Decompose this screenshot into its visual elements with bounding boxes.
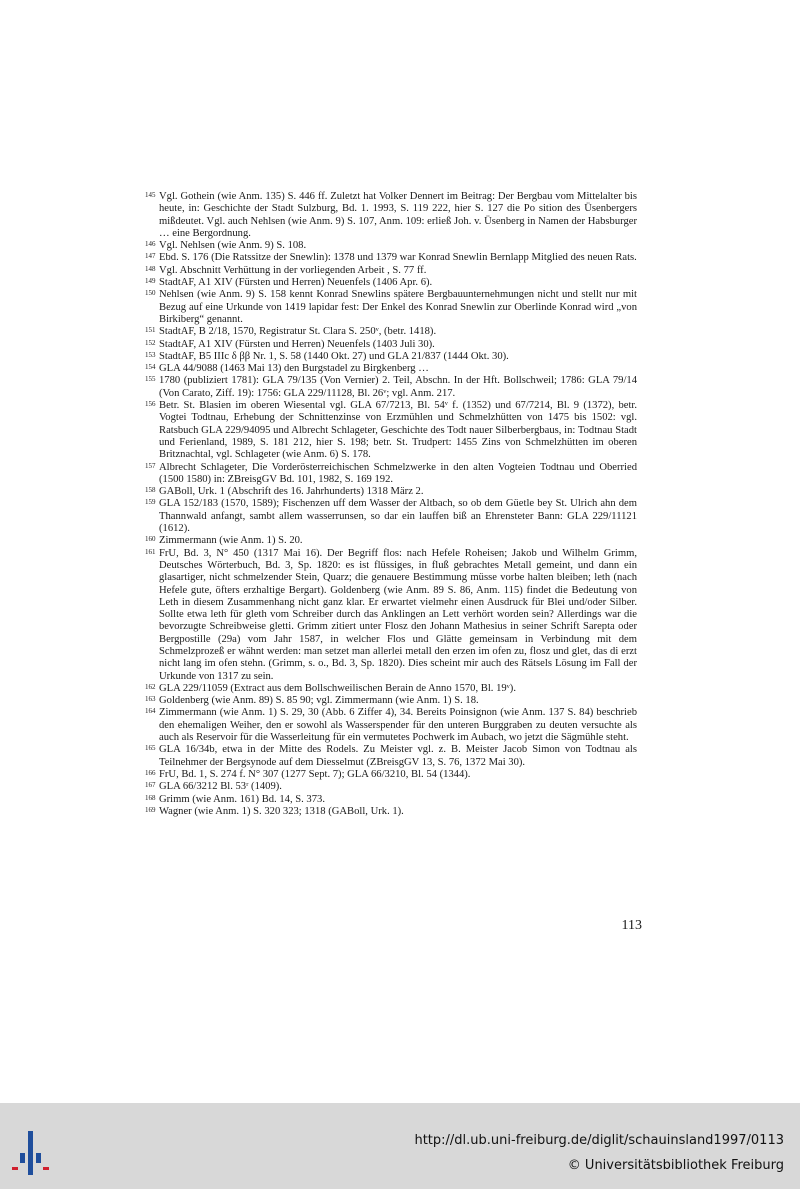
footnote-number: 155 — [145, 375, 156, 384]
footnote-number: 145 — [145, 191, 156, 199]
footnote — [145, 191, 637, 240]
footnote-text: Vgl. Abschnitt Verhüttung in der vorliegenden Arbeit , S. 77 ff. — [159, 264, 427, 276]
footnote-text: Vgl. Nehlsen (wie Anm. 9) S. 108. — [159, 240, 307, 252]
footnote — [145, 806, 637, 818]
footnote-text: GLA 229/11059 (Extract aus dem Bollschweilischen Berain de Anno 1570, Bl. 19ᵛ). — [159, 682, 516, 694]
library-logo-icon — [10, 1131, 50, 1179]
footnote-number: 169 — [145, 805, 156, 814]
footnote-text: Vgl. Gothein (wie Anm. 135) S. 446 ff. Zuletzt hat Volker Dennert im Beitrag: Der Bergbau vom Mittelalter bis heute, in: Geschichte der Stadt Sulzburg, Bd. 1. 1993, S. 119 222, hier S. 127 die Po sition des Üsenbergers mißdeutet. Vgl. auch Nehlsen (wie Anm. 9) S. 107, Anm. 109: erließ Joh. v. Üsenberg in Namen der Habsburger … eine Bergordnung. — [159, 191, 637, 239]
footnote-text: Zimmermann (wie Anm. 1) S. 29, 30 (Abb. 6 Ziffer 4), 34. Bereits Poinsignon (wie Anm. 137 S. 84) beschrieb den ehemaligen Weiher, den er sowohl als Wasserspender für den unteren Burggraben zu deuten versuchte als auch als Reservoir für die Wasserleitung für ein vermutetes Pochwerk im Aubach, wo jetzt die Sägmühle steht. — [159, 707, 637, 744]
footnote-text: StadtAF, A1 XIV (Fürsten und Herren) Neuenfels (1403 Juli 30). — [159, 338, 435, 350]
footnote — [145, 769, 637, 781]
footnote-number: 150 — [145, 289, 156, 298]
footnote-number: 147 — [145, 252, 156, 261]
footnote — [145, 400, 637, 461]
footnote-text: Nehlsen (wie Anm. 9) S. 158 kennt Konrad Snewlins spätere Bergbauunternehmungen nicht und stellt nur mit Bezug auf eine Urkunde von 1419 lapidar fest: Der Enkel des Konrad Snewlin zur Oberlinde Konrad wird „von Birkiberg“ genannt. — [159, 289, 637, 325]
footnote-number: 148 — [145, 264, 156, 273]
footnote-number: 163 — [145, 695, 156, 704]
footnote — [145, 277, 637, 289]
footnote — [145, 326, 637, 338]
footnote-text: Grimm (wie Anm. 161) Bd. 14, S. 373. — [159, 793, 325, 805]
footnote — [145, 252, 637, 264]
footnote — [145, 794, 637, 806]
footnote — [145, 351, 637, 363]
footnote-number: 162 — [145, 682, 156, 691]
footnote-text: StadtAF, B5 IIIc δ ββ Nr. 1, S. 58 (1440 Okt. 27) und GLA 21/837 (1444 Okt. 30). — [159, 350, 509, 362]
footnote-text: StadtAF, A1 XIV (Fürsten und Herren) Neuenfels (1406 Apr. 6). — [159, 277, 433, 289]
footnote-number: 168 — [145, 793, 156, 802]
footnotes-list — [145, 191, 637, 818]
footnote-number: 166 — [145, 768, 156, 777]
page-number: 113 — [621, 918, 642, 933]
footnote-number: 156 — [145, 400, 156, 409]
copyright-text: © Universitätsbibliothek Freiburg — [567, 1158, 784, 1173]
footnote — [145, 240, 637, 252]
footnote-number: 152 — [145, 338, 156, 347]
footnote-number: 161 — [145, 547, 156, 556]
footnote — [145, 462, 637, 487]
footnote-text: GABoll, Urk. 1 (Abschrift des 16. Jahrhunderts) 1318 März 2. — [159, 486, 424, 498]
footnote-text: 1780 (publiziert 1781): GLA 79/135 (Von Vernier) 2. Teil, Abschn. In der Hft. Bollschweil; 1786: GLA 79/14 (Von Carato, Ziff. 19): 1756: GLA 229/11128, Bl. 26ᵛ; vgl. Anm. 217. — [159, 375, 637, 399]
footnote-number: 149 — [145, 277, 156, 286]
footnote-number: 160 — [145, 535, 156, 544]
footnote — [145, 265, 637, 277]
footnote-number: 153 — [145, 350, 156, 359]
footnote-text: StadtAF, B 2/18, 1570, Registratur St. Clara S. 250ᵛ, (betr. 1418). — [159, 326, 437, 338]
footnote-number: 158 — [145, 486, 156, 495]
footnote-text: Goldenberg (wie Anm. 89) S. 85 90; vgl. Zimmermann (wie Anm. 1) S. 18. — [159, 695, 479, 707]
footnote — [145, 695, 637, 707]
footnote-text: GLA 152/183 (1570, 1589); Fischenzen uff dem Wasser der Altbach, so ob dem Güetle bey St. Ulrich ahn dem Thannwald anfangt, sambt allem wasserrunsen, so dar ein lauffen biß an Ehrensteter Bann: GLA 229/11121 (1612). — [159, 498, 637, 535]
footnote — [145, 289, 637, 326]
footnote-text: Wagner (wie Anm. 1) S. 320 323; 1318 (GABoll, Urk. 1). — [159, 805, 404, 817]
footnote — [145, 375, 637, 400]
footnote-text: GLA 44/9088 (1463 Mai 13) den Burgstadel zu Birgkenberg … — [159, 363, 429, 375]
footnote-number: 165 — [145, 744, 156, 753]
footnote-text: GLA 66/3212 Bl. 53ʳ (1409). — [159, 781, 282, 793]
footnote — [145, 486, 637, 498]
footnote — [145, 535, 637, 547]
footnote — [145, 498, 637, 535]
footnote — [145, 781, 637, 793]
footnote — [145, 548, 637, 683]
footnote — [145, 339, 637, 351]
footnote — [145, 683, 637, 695]
footnote-text: Zimmermann (wie Anm. 1) S. 20. — [159, 535, 303, 547]
footnote-number: 154 — [145, 363, 156, 372]
footnote-text: Albrecht Schlageter, Die Vorderösterreichischen Schmelzwerke in den alten Vogteien Todtnau und Oberried (1500 1580) in: ZBreisgGV Bd. 101, 1982, S. 169 192. — [159, 461, 637, 485]
footnote-text: GLA 16/34b, etwa in der Mitte des Rodels. Zu Meister vgl. z. B. Meister Jacob Simon von Todtnau als Teilnehmer der Bergsynode auf dem Diesselmut (ZBreisgGV 13, S. 76, 1372 Mai 30). — [159, 744, 637, 768]
footnote-number: 157 — [145, 461, 156, 470]
footnote-number: 167 — [145, 781, 156, 790]
viewer-footer — [0, 1103, 800, 1189]
permalink-link[interactable]: http://dl.ub.uni-freiburg.de/diglit/schauinsland1997/0113 — [414, 1133, 784, 1148]
footnote-number: 151 — [145, 326, 156, 335]
footnote — [145, 744, 637, 769]
footnote-text: Betr. St. Blasien im oberen Wiesental vgl. GLA 67/7213, Bl. 54ᵛ f. (1352) und 67/7214, Bl. 9 (1372), betr. Vogtei Todtnau, Erhebung der Schnittenzinse von Erzmühlen und Schmelzhütten von 1475 bis 1502: vgl. Ratsbuch GLA 229/94095 und Albrecht Schlageter, Geschichte des Todt nauer Silberbergbaus, in: Todtnau Stadt und Ferienland, 1989, S. 181 212, hier S. 198; betr. St. Trudpert: 1455 Zins von Schmelzhütten im oberen Britznachtal, vgl. Schlageter (wie Anm. 6) S. 178. — [159, 400, 637, 461]
footnote — [145, 707, 637, 744]
footnote-text: Ebd. S. 176 (Die Ratssitze der Snewlin): 1378 und 1379 war Konrad Snewlin Bernlapp Mitglied des neuen Rats. — [159, 252, 637, 264]
footnote-text: FrU, Bd. 3, N° 450 (1317 Mai 16). Der Begriff flos: nach Hefele Roheisen; Jakob und Wilhelm Grimm, Deutsches Wörterbuch, Bd. 3, Sp. 1820: es ist flüssiges, in fluß gebrachtes Metall gemeint, und dann ein glasartiger, nicht schmelzender Stein, Quarz; die genauere Bestimmung müsse vorbe halten bleiben; leth (nach Hefele gute, öfters erzhaltige Bergart). Goldenberg (wie Anm. 89 S. 86, Anm. 115) findet die Bedeutung von Leth in diesem Zusammenhang nicht ganz klar. Er erwartet vielmehr einen Ausdruck für Blei und/oder Silber. Sollte etwa leth für gleth vom Schreiber durch das Anklingen an Lett verhört worden sein? Allerdings war die bevorzugte Schreibweise gletti. Grimm zitiert unter Flosz den Johann Mathesius in seiner Schrift Sarepta oder Bergpostille (29a) vom Jahr 1587, in welcher Flos und Glätte gemeinsam in Verbindung mit dem Schmelzprozeß er wähnt werden: man setzet man allerlei metall den erzen im ofen zu, flosz und glet, das di erzt nicht lang im ofen stehn. (Grimm, s. o., Bd. 3, Sp. 1820). Dies scheint mir auch des Rätsels Lösung im Fall der Urkunde von 1317 zu sein. — [159, 547, 637, 682]
footnote — [145, 363, 637, 375]
footnote-number: 146 — [145, 240, 156, 249]
footnote-number: 164 — [145, 707, 156, 716]
footnote-text: FrU, Bd. 1, S. 274 f. N° 307 (1277 Sept. 7); GLA 66/3210, Bl. 54 (1344). — [159, 768, 471, 780]
footnote-number: 159 — [145, 498, 156, 507]
